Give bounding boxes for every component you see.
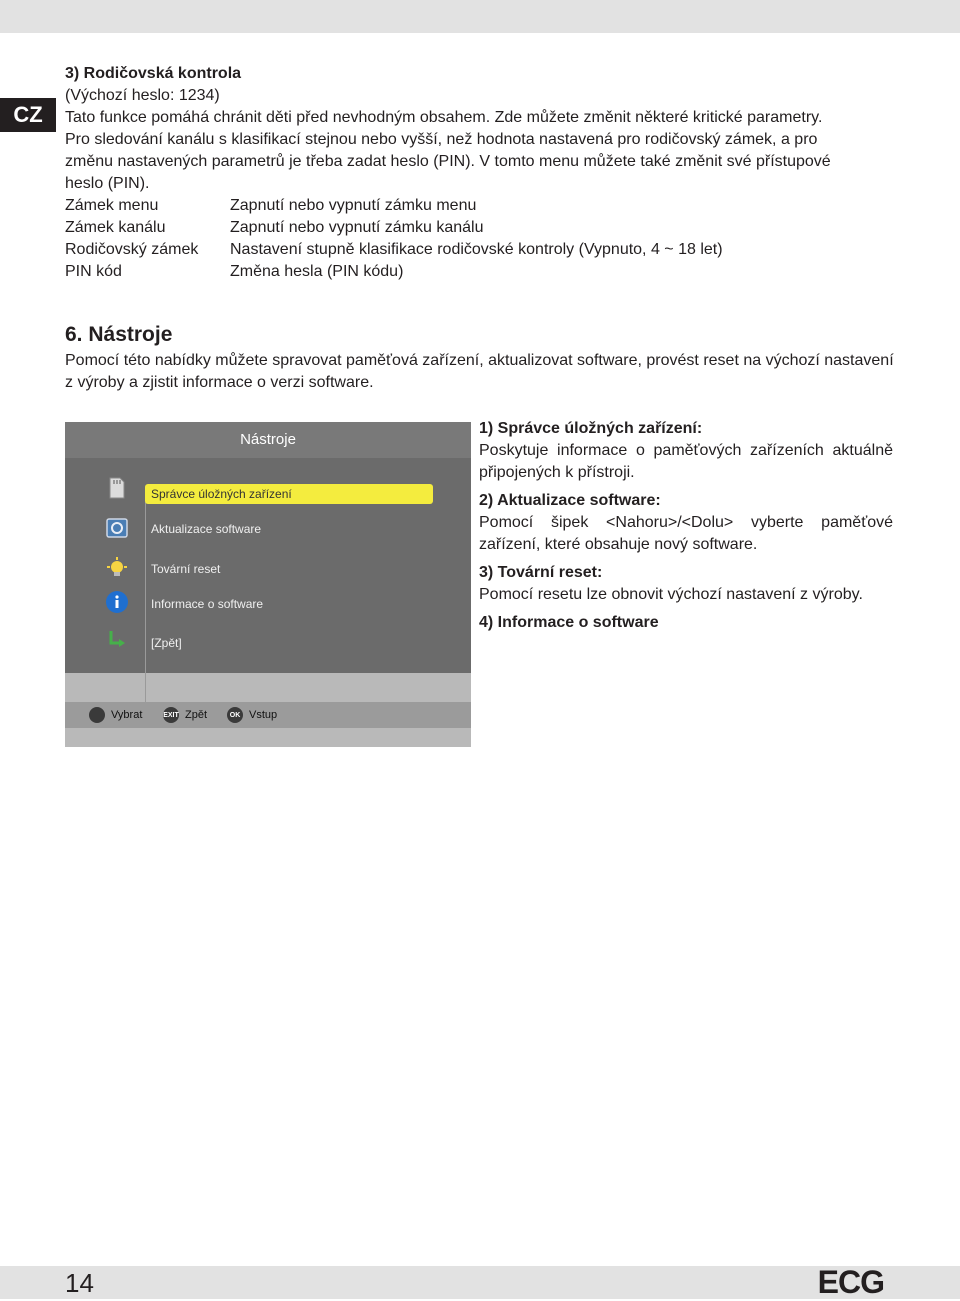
- footer-back[interactable]: [163, 707, 207, 723]
- top-bar: [0, 0, 960, 33]
- footer-back-label: Zpět: [185, 709, 208, 721]
- menu-screenshot: [65, 422, 471, 747]
- parental-line-2: Tato funkce pomáhá chránit děti před nevhodným obsahem. Zde můžete změnit některé kritické parametry.: [65, 109, 823, 126]
- section-description: Pomocí této nabídky můžete spravovat paměťová zařízení, aktualizovat software, provést reset na výchozí nastavení z výroby a zjistit informace o verzi software.: [65, 352, 894, 391]
- parental-line-5: heslo (PIN).: [65, 175, 150, 192]
- explanation-column: [479, 418, 893, 634]
- definition-term: Zámek kanálu: [65, 219, 166, 236]
- definition-term: PIN kód: [65, 263, 122, 280]
- menu-item-factory-reset[interactable]: Tovární reset: [151, 562, 221, 576]
- footer-select-label: Vybrat: [111, 709, 143, 721]
- screen-title: Nástroje: [240, 431, 296, 448]
- definition-row: [65, 217, 723, 239]
- item-text: Poskytuje informace o paměťových zařízeních aktuálně připojených k přístroji.: [479, 442, 893, 481]
- footer-enter[interactable]: [227, 707, 277, 723]
- info-icon: [105, 590, 129, 614]
- back-arrow-icon: [105, 628, 129, 652]
- menu-item-software-info[interactable]: Informace o software: [151, 597, 264, 611]
- page-number: 14: [65, 1268, 94, 1298]
- parental-line-3: Pro sledování kanálu s klasifikací stejnou nebo vyšší, než hodnota nastavená pro rodičovský zámek, a pro: [65, 131, 818, 148]
- definition-term: Zámek menu: [65, 197, 159, 214]
- parental-line-4: změnu nastavených parametrů je třeba zadat heslo (PIN). V tomto menu můžete také změnit své přístupové: [65, 153, 831, 170]
- definition-table: [65, 195, 723, 283]
- bottom-bar: [0, 1266, 960, 1299]
- update-icon: [105, 516, 129, 540]
- sd-card-icon: [105, 476, 129, 500]
- section-heading: 6. Nástroje: [65, 323, 173, 346]
- definition-row: [65, 239, 723, 261]
- exit-icon: EXIT: [163, 707, 179, 723]
- menu-item-storage[interactable]: Správce úložných zařízení: [145, 484, 433, 504]
- definition-row: [65, 195, 723, 217]
- menu-item-back[interactable]: [Zpět]: [151, 636, 182, 650]
- parental-title: 3) Rodičovská kontrola: [65, 65, 242, 82]
- definition-desc: Zapnutí nebo vypnutí zámku kanálu: [230, 219, 484, 236]
- lamp-icon: [105, 555, 129, 579]
- definition-term: Rodičovský zámek: [65, 241, 199, 258]
- screen-body: [65, 458, 471, 673]
- definition-desc: Změna hesla (PIN kódu): [230, 263, 404, 280]
- ok-icon: OK: [227, 707, 243, 723]
- language-tab: CZ: [0, 98, 56, 132]
- menu-item-software-update[interactable]: Aktualizace software: [151, 522, 262, 536]
- item-heading: 4) Informace o software: [479, 614, 659, 631]
- brand-logo: ECG: [817, 1264, 884, 1300]
- item-text: Pomocí šipek <Nahoru>/<Dolu> vyberte paměťové zařízení, které obsahuje nový software.: [479, 514, 893, 553]
- item-text: Pomocí resetu lze obnovit výchozí nastavení z výroby.: [479, 586, 863, 603]
- footer-select[interactable]: [89, 707, 142, 723]
- screen-footer: [65, 702, 471, 728]
- item-heading: 2) Aktualizace software:: [479, 492, 661, 509]
- definition-row: [65, 261, 723, 283]
- parental-line-1: (Výchozí heslo: 1234): [65, 87, 220, 104]
- footer-enter-label: Vstup: [249, 709, 278, 721]
- definition-desc: Nastavení stupně klasifikace rodičovské kontroly (Vypnuto, 4 ~ 18 let): [230, 241, 723, 258]
- navigate-icon: [89, 707, 105, 723]
- item-heading: 1) Správce úložných zařízení:: [479, 420, 703, 437]
- definition-desc: Zapnutí nebo vypnutí zámku menu: [230, 197, 477, 214]
- item-heading: 3) Tovární reset:: [479, 564, 603, 581]
- screen-header: [65, 422, 471, 458]
